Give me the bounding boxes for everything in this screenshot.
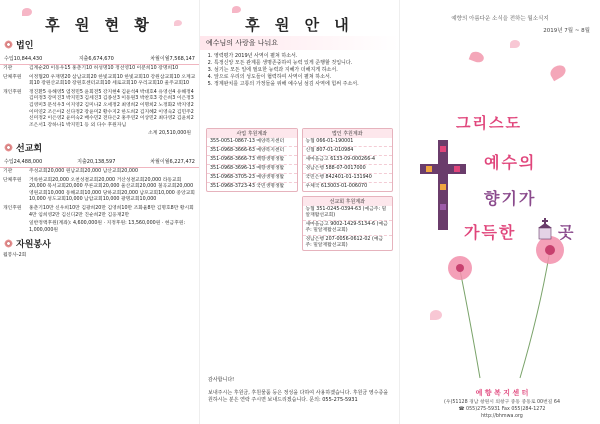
group-text: 정진환5 유해영5 염정민5 윤회전5 강지현4 김윤석4 박대호4 유영선4 유해정4 김미정3 강미진3 박지민3 김세진3 김종선3 이동원3 박찬호3 강은희3 이은정3 김영미3 문석우3 이지영2 김미나2 오세정2 최영희2 이명희2 노정화2 박지영2 이미연2 조은아2 신다정2 장윤미2 황수지2 한도희2 김지혜2 이영숙2 김민주2 신미정2 이은영2 윤미숙2 배수민2 전다은2 홍주연2 이상민2 최다영2 김윤희2 조은서1 강하나1 박지민1 등 외 다수 후원자님 — [29, 89, 194, 128]
notice-item: 5. 정계완치를 고통의 가정들을 위해 예수님 섬김 사역에 힘써 주소서. — [214, 81, 387, 88]
group-text: 거룩한교회20,000 오천성결교회20,000 거산성결교회20,000 라동교회20,000 묵서교회20,000 푸른교회20,000 울산교회20,000 칠곡교회20,000 영원교회10,000 동해교회10,000 당하교회20,000 남포교회10,000 중앙교회10,000 성도교회10,000 남암교회10,000 광명교회10,000 — [29, 177, 195, 203]
petal-decoration — [232, 6, 241, 13]
notice-list — [200, 50, 399, 91]
mid-title: 후 원 안 내 — [245, 16, 354, 34]
mission-total: 수입24,488,000 — [4, 158, 43, 165]
cross-mosaic-icon — [420, 140, 470, 230]
notice-item: 3. 섬기는 모든 일에 필요한 능력과 지혜가 더해지게 하소서. — [214, 67, 387, 74]
notice-item: 2. 특정신앙 모든 관계를 생명존중하여 능력 있게 준행할 것입니다. — [214, 60, 387, 67]
account-item: 351-0968-3705-23 예양생명생활 — [207, 174, 297, 183]
account-item: 우체국 613003-01-006070 — [305, 184, 368, 189]
account-item: 새마을금고 9002-1429-5134-6 (예금주: 밀알재활선교회) — [303, 221, 393, 236]
account-item: 국민은행 842401-01-131940 — [303, 174, 393, 183]
corporate-head-label: 법인 — [16, 41, 34, 51]
corporate-total: 수입10,844,430 — [4, 56, 43, 62]
petal-decoration — [469, 50, 486, 64]
flower-icon — [4, 40, 13, 49]
notice-item: 4. 앞으로 우리의 성도들이 협력하여 사역이 펼쳐 하소서. — [214, 74, 387, 81]
group-label: 단체후원 — [3, 177, 22, 183]
mission-regular: 지출20,138,597 — [77, 158, 116, 165]
account-col-right — [302, 128, 394, 251]
left-panel — [0, 0, 200, 424]
volunteer-section-head — [0, 235, 199, 252]
corporate-group — [0, 65, 199, 74]
mission-group — [0, 177, 199, 205]
account-item: 351-0968-3666-73 백향생명생활 — [207, 156, 297, 165]
flower-illustration — [400, 230, 600, 380]
mission-group — [0, 205, 199, 220]
group-text: 김계순20 이동우15 홍춘기10 허성명10 정선영10 이분희10 장명희10 — [29, 66, 179, 71]
petal-decoration — [548, 63, 568, 81]
mission-section-head — [0, 139, 199, 156]
brand-line-2: 예수의 — [484, 153, 537, 172]
mission-gift: 차월이월6,227,472 — [150, 158, 195, 165]
corporate-section-head — [0, 36, 199, 53]
brand-line-3: 향기가 — [484, 189, 537, 208]
church-icon — [536, 218, 554, 240]
group-label: 기관 — [3, 66, 13, 71]
account-col-left — [206, 128, 298, 251]
account-item: 신협 807-01-010984 — [303, 147, 393, 156]
org-url[interactable]: http://bhmwa.org — [481, 414, 523, 419]
mission-group — [0, 168, 199, 177]
brand-line-5: 곳 — [558, 223, 574, 242]
mission-sums — [0, 156, 199, 168]
account-item: 농협 351-0245-0394-63 (예금주: 밀알재활선교회) — [303, 206, 393, 221]
group-label: 기관 — [3, 168, 13, 174]
corporate-sums — [0, 53, 199, 65]
box-title: 법인 후원계좌 — [303, 129, 393, 138]
volunteer-head-label: 자원봉사 — [16, 240, 51, 251]
group-text: 주성교회20,000 원남교회20,000 남산교회20,000 — [29, 168, 139, 174]
group-text: 이정협20 우재명20 삼남교회20 한빛교회10 한빛교회10 강원삼교회10 오계교회10 장원산교회10 장원호센터교회10 세로교회10 우리교회10 울주교회10 — [29, 74, 196, 87]
corporate-group — [0, 74, 199, 89]
group-label: 개인후원 — [3, 89, 22, 95]
account-item: 경남은행 207-0056-0612-02 (예금주: 밀알재활선교회) — [305, 237, 384, 248]
petal-decoration — [174, 20, 182, 26]
corporate-account-box — [206, 128, 298, 192]
flower-icon — [4, 143, 13, 152]
box-title: 사업 후원계좌 — [207, 129, 297, 138]
corporate-gift: 차월이월7,568,147 — [150, 56, 195, 62]
brand-line-1: 그리스도 — [456, 114, 522, 132]
volunteer-text: 월봉사-2회 — [3, 253, 27, 259]
account-boxes — [206, 128, 393, 251]
left-title-wrap — [0, 0, 199, 36]
brand-line-4: 가득한 — [464, 223, 517, 242]
flower-icon — [4, 239, 13, 248]
group-label — [3, 221, 29, 234]
group-text: 홍춘기10만 신우희10만 김광희20만 김영희10만 조화율8만 김명호8만 황시회4만 임희영2만 김신디2만 진순희2만 김웅재2만 — [29, 205, 194, 218]
account-item: 351-0968-3723-43 국민생명생활 — [210, 184, 285, 189]
thanks-text: 감사합니다! — [208, 377, 235, 383]
petal-decoration — [22, 8, 32, 16]
issue-date: 2019년 7월 ~ 8월 — [543, 28, 590, 34]
corporate-regular: 지출6,674,670 — [78, 56, 114, 62]
org-name: 예 향 복 지 센 터 — [475, 389, 529, 397]
mid-footer-text: 보내주시는 후원금, 후원물품 등은 정성을 다하여 사용하겠습니다. 후원금 영수증을 원하시는 분은 연락 주시면 보내드리겠습니다. 문의: 055-275-5931 — [208, 390, 389, 403]
group-label: 단체후원 — [3, 74, 22, 80]
account-item: 355-0051-0867-13 예양복지센터 — [207, 138, 297, 147]
group-text: 일반정액후원(계좌): 4,600,000원 · 지정후원: 13,560,000원 · 현금후원: 1,000,000원 — [29, 221, 186, 233]
mission-group — [0, 220, 199, 235]
account-item: 경남은행 588-07-0017000 — [303, 165, 393, 174]
bank-account-box — [302, 128, 394, 192]
org-phone: ☎ 055)275-5931 Fax 055)284-1272 — [458, 407, 546, 412]
left-title: 후 원 현 황 — [45, 16, 154, 34]
account-item: 새마을금고 6133-09-000266-4 — [303, 156, 393, 165]
middle-panel — [200, 0, 400, 424]
corporate-subtotal: 소계 20,510,000원 — [148, 131, 191, 137]
org-address: (우)51128 경남 창원시 의창구 중동 중동로 00번길 64 — [443, 400, 561, 405]
notice-head: 예수님의 사랑을 나눠요 — [200, 36, 399, 50]
box-title: 선교회 후원계좌 — [303, 197, 393, 206]
notice-item: 1. 영력평가 2019년 사역이 펼쳐 하소서. — [214, 53, 387, 60]
mission-account-box — [302, 196, 394, 251]
petal-decoration — [510, 40, 520, 48]
cover-panel — [400, 0, 600, 424]
account-item: 351-0968-3666-63 예양복지센터 — [207, 147, 297, 156]
corporate-group — [0, 89, 199, 131]
account-item: 351-0968-3696-13 예향생명생활 — [207, 165, 297, 174]
group-label: 개인후원 — [3, 205, 22, 211]
mission-head-label: 선교회 — [16, 143, 43, 154]
cover-motto: 예향의 아름다운 소식을 전하는 월소식지 — [451, 16, 549, 22]
mid-title-wrap — [200, 0, 399, 36]
account-item: 농협 066-01-190001 — [303, 138, 393, 147]
